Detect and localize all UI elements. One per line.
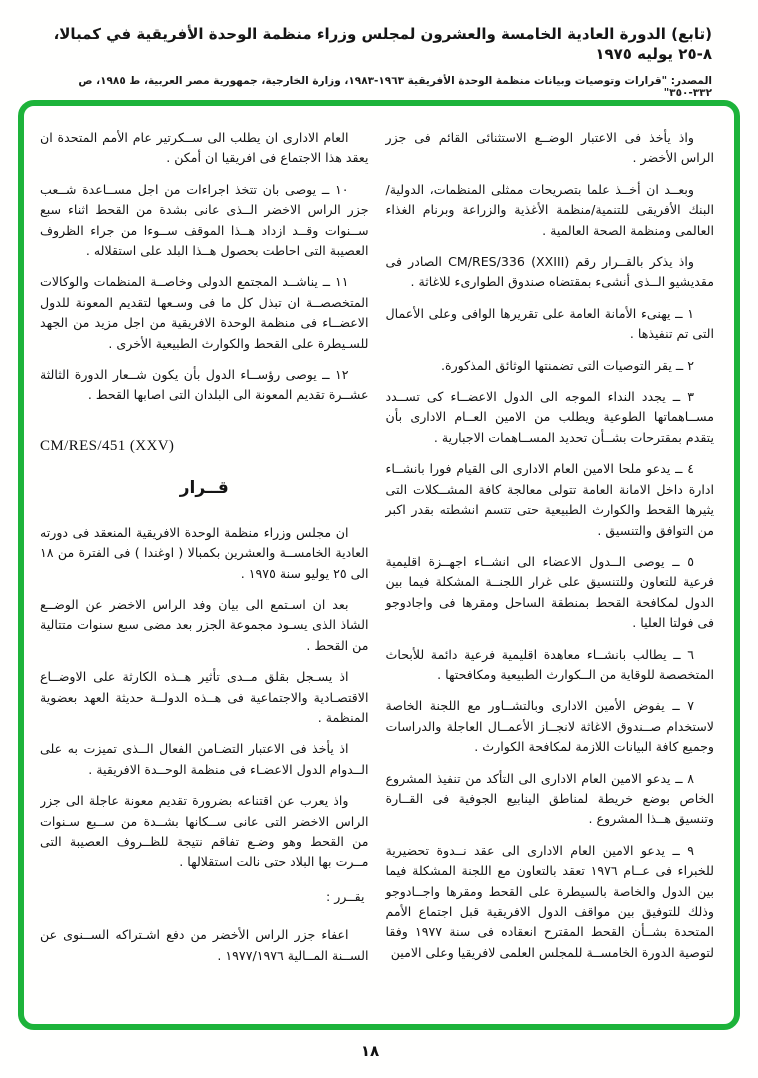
numbered-clause-5: ٥ ــ يوصى الــدول الاعضاء الى انشــاء اجهــزة اقليمية فرعية للتعاون وللتنسيق على غرار اللجنــة المشكلة فيما بين الدول لمكافحة القحط بمنطقة الساحل ومقرها فى واجادوجو فى فولتا العليا . [385,553,714,631]
paragraph: بعد ان اسـتمع الى بيان وفد الراس الاخضر عن الوضــع الشاذ الذى يسـود مجموعة الجزر بعد مضى سبع سنوات متتالية من القحط . [40,596,369,653]
numbered-clause-9: ٩ ــ يدعو الامين العام الادارى الى عقد نــدوة تحضيرية للخبراء فى عــام ١٩٧٦ تعقد بالتعاون مع اللجنة المشكلة فيما بين الدول والخاصة بالسيطرة على القحط ومقرها واجــادوجو وذلك للتوفيق بين مواقف الدول الافريقية قبل اجتماع الأمم المتحدة بشــأن القحط المقترح انعقاده فى سنة ١٩٧٧ وفقا لتوصية الدورة الخامســة للمجلس العلمى لافريقيا وعلى الامين [385,842,714,960]
paragraph: اذ يأخذ فى الاعتبار التضـامن الفعال الــذى تميزت به على الــدوام الدول الاعضـاء فى منظمة الوحــدة الافريقية . [40,741,369,777]
column-right [386,128,715,1024]
numbered-clause-4: ٤ ــ يدعو ملحا الامين العام الادارى الى القيام فورا بانشــاء ادارة داخل الامانة العامة تتولى معالجة كافة المشــكلات التى يثيرها القحط والكوارث الطبيعية حتى تتسم انشطته بقدر اكبر من التوافق والتنسيق . [385,461,714,538]
numbered-clause-1: ١ ــ يهنىء الأمانة العامة على تقريرها الوافى وعلى الأعمال التى تم تنفيذها . [385,305,714,342]
header-source-note: المصدر: "قرارات وتوصيات وبيانات منظمة الوحدة الأفريقية ١٩٦٣-١٩٨٣، وزارة الخارجية، جمهورية مصر العربية، ط ١٩٨٥، ص ٣٣٢-٣٥٠" [78,74,712,99]
paragraph: وبعــد ان أخــذ علما بتصريحات ممثلى المنظمات، الدولية/البنك الأفريقى للتنمية/منظمة الأغذية والزراعة وبرنام الغذاء العالمى ومنظمة الصحة العالمية . [385,181,714,238]
numbered-clause-2: ٢ ــ يقر التوصيات التى تضمنتها الوثائق المذكورة. [440,357,694,373]
numbered-clause-3: ٣ ــ يجدد النداء الموجه الى الدول الاعضــاء كى تســدد مســاهماتها الطوعية ويطلب من الامين العــام الادارى بأن يتقدم بمقترحات بشــأن تحديد المســاهمات الاجبارية . [385,389,714,445]
page-header [0,0,758,99]
paragraph: اذ يسـجل بقلق مــدى تأثير هــذه الكارثة على الاوضــاع الاقتصـادية والاجتماعية فى هــذه الدولــة حديثة العهد بعضوية المنظمة . [40,669,369,725]
operative-paragraph: اعفاء جزر الراس الأخضر من دفع اشـتراكه الســنوى عن الســنة المــالية ١٩٧٧/١٩٧٦ . [40,927,369,963]
header-session-title: (تابع) الدورة العادية الخامسة والعشرون لمجلس وزراء منظمة الوحدة الأفريقية في كمبالا، ٨-٢٥ يوليه ١٩٧٥ [53,25,712,64]
resolution-heading: قــرار [179,478,229,499]
paragraph-resolution-ref: واذ يذكر بالقــرار رقم CM/RES/336 (XXIII) الصادر فى مقديشيو الــذى أنشىء بمقتضاه صندوق الطوارىء للاغاثة . [385,254,714,290]
paragraph: واذ يعرب عن اقتناعه بضرورة تقديم معونة عاجلة الى جزر الراس الاخضر التى عانى ســكانها بشــدة من ســبع سـنوات من القحط وهو وضـع تفاقم نتيجة للظــروف العصيبة التى مــرت بها البلاد حتى نالت استقلالها . [40,793,369,870]
paragraph: العام الادارى ان يطلب الى ســكرتير عام الأمم المتحدة ان يعقد هذا الاجتماع فى افريقيا ان أمكن . [40,130,369,166]
two-column-layout [40,128,714,1024]
numbered-clause-11: ١١ ــ يناشــد المجتمع الدولى وخاصــة المنظمات والوكالات المتخصصــة ان تبذل كل ما فى وسـعها لتقديم المعونة للدول الاعضــاء فى منظمة الوحدة الافريقية من اجل مزيد من الجهد للسـيطرة على القحط والكوارث الطبيعية الأخرى . [40,274,369,351]
numbered-clause-8: ٨ ــ يدعو الامين العام الادارى الى التأكد من تنفيذ المشروع الخاص بوضع خريطة لمناطق الينابيع الجوفية فى القــارة وتنسيق هــذا المشروع . [385,770,714,827]
numbered-clause-6: ٦ ــ يطالب بانشــاء معاهدة اقليمية فرعية دائمة للأبحاث المتخصصة للوقاية من الــكوارث الطبيعية ومكافحتها . [385,646,714,682]
decides-label: يقــرر : [325,888,365,904]
content-frame [18,100,740,1030]
numbered-clause-12: ١٢ ــ يوصى رؤســاء الدول بأن يكون شــعار الدورة الثالثة عشــرة تقديم المعونة الى البلدان التى اصابها القحط . [40,367,369,403]
numbered-clause-7: ٧ ــ يفوض الأمين الادارى وبالتشــاور مع اللجنة الخاصة لاستخدام صــندوق الاغاثة لانجــاز الأعمــال العاجلة والدراسات وجميع كافة البيانات اللازمة لمكافحة الكوارث . [385,698,714,755]
paragraph: واذ يأخذ فى الاعتبار الوضــع الاستثنائى القائم فى جزر الراس الأخضر . [385,130,714,166]
numbered-clause-10: ١٠ ــ يوصى بان تتخذ اجراءات من اجل مســاعدة شــعب جزر الراس الاخضر الــذى عانى بشدة من القحط اثناء سبع ســنوات وقــد ازداد هــذا الموقف ســوءا من جراء الظروف العصيبة التى احاطت بحصول هــذا البلد على استقلاله . [40,181,369,259]
paragraph: ان مجلس وزراء منظمة الوحدة الافريقية المنعقد فى دورته العادية الخامســة والعشرين بكمبالا ( اوغندا ) فى الفترة من ١٨ الى ٢٥ يوليو سنة ١٩٧٥ . [40,524,369,581]
column-left [40,128,369,1024]
resolution-code: CM/RES/451 (XXV) [40,437,175,454]
page-number: ١٨ [360,1042,380,1060]
